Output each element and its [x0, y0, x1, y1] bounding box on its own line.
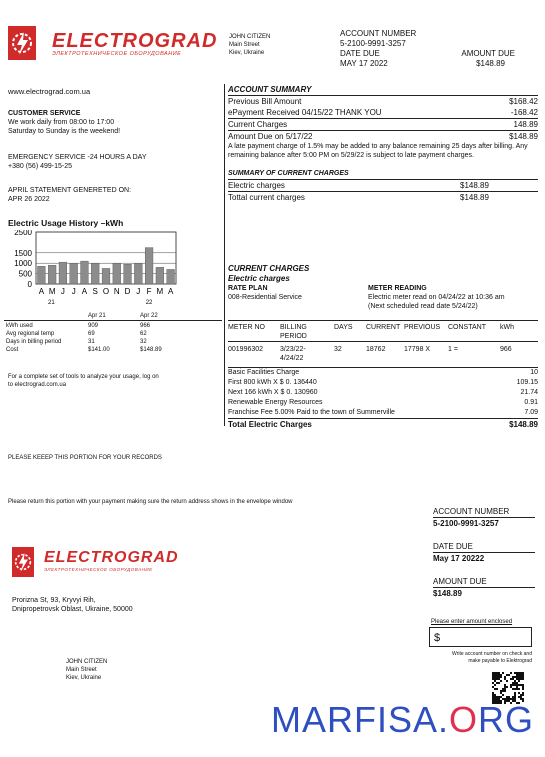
qr-module	[520, 676, 522, 678]
qr-module	[522, 694, 524, 696]
qr-module	[496, 676, 498, 678]
summary-row	[228, 131, 538, 142]
qr-module	[518, 680, 520, 682]
date-due-label: DATE DUE	[340, 49, 380, 58]
current-charges	[228, 264, 538, 311]
summary-row-label: Amount Due on 5/17/22	[228, 132, 313, 141]
comparison-cell: 909	[88, 323, 99, 329]
meter-cell: 18762	[366, 346, 386, 353]
chart-x-tick: F	[146, 287, 152, 296]
table-row	[6, 322, 206, 330]
enter-amount-label: Please enter amount enclosed	[431, 619, 513, 625]
sc-row	[228, 179, 538, 192]
comparison-cell: $141.00	[88, 347, 110, 353]
qr-module	[518, 672, 520, 674]
meter-reading-line1: Electric meter read on 04/24/22 at 10:36 am	[368, 294, 505, 301]
qr-module	[496, 682, 498, 684]
qr-module	[520, 678, 522, 680]
chart-x-tick: A	[81, 287, 88, 296]
tools-note	[8, 373, 159, 389]
customer-service-weekend: Saturday to Sunday is the weekend!	[8, 128, 121, 135]
qr-module	[492, 692, 494, 694]
stub-customer-address	[66, 658, 107, 682]
write-note	[396, 651, 532, 665]
charge-line	[228, 388, 538, 398]
charge-line-label: First 800 kWh X $ 0. 136440	[228, 379, 317, 386]
qr-module	[494, 672, 496, 674]
qr-module	[492, 694, 494, 696]
comparison-cell: Days in billing period	[6, 339, 62, 345]
summary-row	[228, 95, 538, 107]
meter-cell: 3/23/22- 4/24/22	[280, 346, 306, 362]
qr-module	[504, 676, 506, 678]
tools-note-line2: to electrograd.com.ua	[8, 382, 67, 388]
total-electric-charges-value: $148.89	[509, 420, 538, 429]
qr-module	[520, 696, 522, 698]
chart-bar	[113, 263, 121, 284]
brand-tagline: ЭЛЕКТРОТЕХНИЧЕСКОЕ ОБОРУДОВАНИЕ	[52, 51, 182, 57]
write-note-line2: make payable to Elektrograd	[468, 658, 532, 664]
qr-module	[508, 674, 510, 676]
customer-service-title: CUSTOMER SERVICE	[8, 110, 81, 117]
account-number-label: ACCOUNT NUMBER	[340, 29, 417, 38]
brand-name: ELECTROGRAD	[52, 30, 218, 52]
stub-customer-street: Main Street	[66, 667, 97, 673]
qr-module	[492, 676, 494, 678]
sc-row-label: Tottal current charges	[228, 193, 305, 202]
chart-x-tick: A	[167, 287, 174, 296]
qr-module	[502, 688, 504, 690]
stub-amount-due: $148.89	[433, 589, 462, 598]
date-due: MAY 17 2022	[340, 59, 388, 68]
qr-module	[510, 686, 512, 688]
qr-module	[516, 684, 518, 686]
stub-account-number-label: ACCOUNT NUMBER	[433, 506, 535, 518]
chart-bar	[124, 264, 132, 284]
chart-x-tick: S	[92, 287, 98, 296]
watermark-text-c: RG	[478, 699, 535, 740]
chart-x-tick: J	[71, 287, 76, 296]
qr-module	[518, 684, 520, 686]
charge-line	[228, 398, 538, 408]
qr-module	[494, 694, 496, 696]
qr-module	[506, 696, 508, 698]
qr-module	[504, 688, 506, 690]
qr-module	[492, 674, 494, 676]
electric-charges-subtitle: Electric charges	[228, 274, 290, 283]
qr-module	[494, 674, 496, 676]
qr-module	[512, 696, 514, 698]
qr-module	[494, 688, 496, 690]
qr-module	[496, 678, 498, 680]
chart-x-tick: O	[102, 287, 110, 296]
account-number: 5-2100-9991-3257	[340, 39, 406, 48]
customer-street: Main Street	[229, 42, 260, 48]
chart-x-tick: M	[48, 287, 56, 296]
qr-module	[498, 672, 500, 674]
summary-row	[228, 107, 538, 118]
chart-x-tick: J	[60, 287, 65, 296]
qr-module	[502, 694, 504, 696]
qr-module	[500, 680, 502, 682]
chart-x-tick: N	[113, 287, 120, 296]
meter-header-cell: BILLING PERIOD	[280, 324, 307, 340]
current-charges-title: CURRENT CHARGES	[228, 264, 310, 273]
charge-line-label: Basic Facilities Charge	[228, 369, 300, 376]
amount-enclosed-input[interactable]	[429, 627, 532, 647]
account-summary-title: ACCOUNT SUMMARY	[228, 85, 312, 94]
watermark	[271, 699, 534, 741]
chart-y-tick: 0	[27, 280, 32, 289]
meter-table-header	[228, 321, 538, 342]
chart-bar	[38, 266, 46, 284]
meter-reading-line2: (Next scheduled read date 5/24/22)	[368, 303, 478, 310]
qr-module	[504, 678, 506, 680]
stub-address-line2: Dnipropetrovsk Oblast, Ukraine, 50000	[12, 606, 133, 613]
comparison-header-apr21: Apr 21	[88, 313, 106, 319]
stub-customer-name: JOHN CITIZEN	[66, 659, 108, 665]
stub-customer-city: Kiev, Ukraine	[66, 675, 102, 681]
qr-module	[492, 696, 494, 698]
chart-bar	[70, 263, 78, 284]
sc-row-value: $148.89	[460, 181, 489, 190]
qr-module	[514, 688, 516, 690]
table-row	[6, 338, 206, 346]
charge-line-value: 7.09	[524, 409, 538, 416]
charge-line	[228, 378, 538, 388]
comparison-cell: 69	[88, 331, 95, 337]
qr-module	[518, 674, 520, 676]
stub-amount-due-label: AMOUNT DUE	[433, 576, 535, 588]
comparison-cell: Avg regional temp	[6, 331, 55, 337]
qr-module	[518, 678, 520, 680]
customer-service-hours: We work daily from 08:00 to 17:00	[8, 119, 115, 126]
stub-account-box	[433, 506, 535, 599]
qr-module	[494, 680, 496, 682]
emergency-block	[8, 153, 147, 171]
header-customer-address	[229, 33, 270, 57]
comparison-cell: kWh used	[6, 323, 33, 329]
qr-module	[500, 690, 502, 692]
qr-module	[492, 686, 494, 688]
qr-module	[514, 680, 516, 682]
chart-year-label: 21	[48, 300, 55, 306]
watermark-text-b: O	[449, 699, 479, 740]
qr-module	[518, 676, 520, 678]
summary-current-charges-title: SUMMARY OF CURRENT CHARGES	[228, 170, 349, 177]
qr-module	[492, 678, 494, 680]
qr-module	[522, 674, 524, 676]
dollar-sign: $	[434, 632, 441, 644]
customer-service-block	[8, 109, 120, 136]
qr-module	[504, 690, 506, 692]
chart-bar	[81, 261, 89, 284]
qr-module	[506, 686, 508, 688]
qr-module	[522, 678, 524, 680]
usage-title: Electric Usage History –kWh	[8, 218, 124, 228]
emergency-phone: +380 (56) 499-15-25	[8, 163, 73, 170]
qr-module	[520, 672, 522, 674]
qr-module	[500, 696, 502, 698]
charge-line-label: Franchise Fee 5.00% Paid to the town of Summerville	[228, 409, 395, 416]
qr-module	[510, 672, 512, 674]
charge-line-value: 0.91	[524, 399, 538, 406]
qr-module	[498, 678, 500, 680]
sc-row-label: Electric charges	[228, 181, 285, 190]
chart-year-label: 22	[145, 300, 153, 306]
statement-block	[8, 186, 131, 204]
qr-module	[520, 684, 522, 686]
qr-module	[512, 676, 514, 678]
rate-plan-value: 008-Residential Service	[228, 294, 302, 301]
qr-module	[514, 692, 516, 694]
qr-module	[516, 688, 518, 690]
amount-due: $148.89	[476, 59, 505, 68]
account-summary	[228, 84, 538, 203]
sc-row	[228, 192, 538, 203]
qr-module	[520, 694, 522, 696]
statement-label: APRIL STATEMENT GENERETED ON:	[8, 187, 132, 194]
stub-brand-logo-icon	[12, 547, 34, 577]
total-electric-charges-row	[228, 418, 538, 431]
summary-row-label: Current Charges	[228, 120, 288, 129]
chart-bar	[91, 263, 99, 284]
chart-y-tick: 1000	[14, 259, 32, 269]
qr-module	[522, 676, 524, 678]
qr-module	[516, 676, 518, 678]
qr-module	[500, 692, 502, 694]
stub-date-due: May 17 20222	[433, 554, 485, 563]
qr-module	[514, 672, 516, 674]
chart-x-tick: D	[124, 287, 131, 296]
chart-bar	[102, 268, 110, 284]
qr-module	[502, 690, 504, 692]
brand-logo-icon	[8, 26, 36, 60]
chart-bar	[134, 263, 142, 284]
qr-module	[510, 684, 512, 686]
summary-row-value: 148.89	[513, 120, 538, 129]
sc-row-value: $148.89	[460, 193, 489, 202]
customer-name: JOHN CITIZEN	[229, 34, 271, 40]
comparison-cell: 966	[140, 323, 151, 329]
qr-module	[506, 680, 508, 682]
qr-module	[496, 674, 498, 676]
meter-header-cell: CURRENT	[366, 324, 401, 331]
qr-module	[496, 672, 498, 674]
meter-cell: 32	[334, 346, 342, 353]
comparison-cell: $148.89	[140, 347, 162, 353]
qr-module	[496, 688, 498, 690]
qr-module	[500, 674, 502, 676]
meter-header-cell: PREVIOUS	[404, 324, 441, 331]
amount-due-label: AMOUNT DUE	[461, 49, 515, 58]
qr-module	[522, 688, 524, 690]
comparison-header-row	[6, 312, 206, 320]
qr-module	[512, 678, 514, 680]
qr-module	[522, 686, 524, 688]
qr-module	[522, 684, 524, 686]
qr-module	[518, 688, 520, 690]
total-electric-charges-label: Total Electric Charges	[228, 420, 312, 429]
qr-module	[500, 676, 502, 678]
qr-module	[514, 684, 516, 686]
qr-module	[514, 682, 516, 684]
table-row	[6, 330, 206, 338]
comparison-cell: Cost	[6, 347, 19, 353]
qr-module	[492, 682, 494, 684]
qr-module	[494, 696, 496, 698]
charge-line-label: Renewable Energy Resources	[228, 399, 323, 406]
qr-module	[512, 688, 514, 690]
summary-row	[228, 118, 538, 131]
qr-module	[520, 674, 522, 676]
charge-line-label: Next 166 kWh X $ 0. 130960	[228, 389, 318, 396]
comparison-table	[6, 312, 206, 354]
customer-city: Kiev, Ukraine	[229, 50, 265, 56]
meter-cell: 001996302	[228, 346, 264, 353]
emergency-title: EMERGENCY SERVICE -24 HOURS A DAY	[8, 154, 147, 161]
qr-module	[514, 696, 516, 698]
website-link[interactable]: www.electrograd.com.ua	[8, 87, 91, 96]
meter-cell: 966	[500, 346, 512, 353]
meter-cell: 1 =	[448, 346, 458, 353]
chart-bar	[145, 248, 153, 284]
qr-module	[516, 686, 518, 688]
qr-module	[510, 678, 512, 680]
table-row	[6, 346, 206, 354]
table-row	[228, 342, 538, 364]
qr-module	[498, 682, 500, 684]
qr-module	[494, 678, 496, 680]
meter-reading-label: METER READING	[368, 285, 427, 292]
meter-header-cell: DAYS	[334, 324, 353, 331]
comparison-header-blank	[6, 312, 88, 320]
qr-module	[516, 682, 518, 684]
comparison-header-apr22: Apr 22	[140, 313, 158, 319]
qr-module	[498, 674, 500, 676]
charge-line-value: 10	[530, 369, 538, 376]
stub-address-line1: Prorizna St, 93, Kryvyi Rih,	[12, 597, 96, 604]
stub-brand-tagline: ЭЛЕКТРОТЕХНИЧЕСКОЕ ОБОРУДОВАНИЕ	[44, 567, 153, 572]
qr-module	[498, 696, 500, 698]
qr-module	[506, 674, 508, 676]
comparison-cell: 32	[140, 339, 147, 345]
charge-line-value: 21.74	[520, 389, 538, 396]
stub-brand-name: ELECTROGRAD	[44, 549, 179, 566]
tools-note-line1: For a complete set of tools to analyze your usage, log on	[8, 374, 159, 380]
qr-module	[512, 684, 514, 686]
qr-module	[514, 676, 516, 678]
stub-account-number: 5-2100-9991-3257	[433, 519, 499, 528]
qr-module	[516, 674, 518, 676]
summary-row-value: $168.42	[509, 97, 538, 106]
chart-y-tick: 1500	[14, 248, 32, 258]
meter-header-cell: CONSTANT	[448, 324, 486, 331]
stub-date-due-label: DATE DUE	[433, 541, 535, 553]
return-note: Please return this portion with your payment making sure the return address shows in the envelope window	[8, 499, 293, 505]
qr-module	[504, 686, 506, 688]
summary-row-value: $148.89	[509, 132, 538, 141]
qr-module	[522, 692, 524, 694]
qr-module	[508, 696, 510, 698]
qr-module	[494, 676, 496, 678]
meter-table	[228, 320, 538, 363]
chart-x-tick: J	[136, 287, 141, 296]
chart-x-tick: A	[38, 287, 45, 296]
qr-module	[514, 694, 516, 696]
chart-y-tick: 500	[18, 269, 32, 279]
meter-header-cell: kWh	[500, 324, 514, 331]
statement-date: APR 26 2022	[8, 196, 50, 203]
qr-module	[516, 678, 518, 680]
qr-module	[512, 682, 514, 684]
qr-module	[504, 684, 506, 686]
usage-chart	[4, 230, 184, 314]
qr-module	[494, 684, 496, 686]
qr-module	[516, 672, 518, 674]
qr-module	[502, 672, 504, 674]
qr-module	[518, 696, 520, 698]
comparison-cell: 62	[140, 331, 147, 337]
chart-bar	[59, 262, 67, 284]
stub-company-address	[12, 596, 133, 614]
chart-bar	[167, 269, 175, 284]
chart-bar	[48, 265, 56, 284]
write-note-line1: Write account number on check and	[452, 651, 532, 657]
charge-line	[228, 408, 538, 418]
charge-line-value: 109.15	[516, 379, 538, 386]
comparison-cell: 31	[88, 339, 95, 345]
qr-module	[522, 672, 524, 674]
summary-row-label: Previous Bill Amount	[228, 97, 302, 106]
keep-portion-note: PLEASE KEEEP THIS PORTION FOR YOUR RECORDS	[8, 455, 162, 461]
meter-header-cell: METER NO	[228, 324, 265, 331]
header-account-info	[340, 29, 540, 69]
watermark-text-a: MARFISA.	[271, 699, 450, 740]
summary-row-label: ePayment Received 04/15/22 THANK YOU	[228, 108, 382, 117]
qr-module	[496, 696, 498, 698]
chart-x-tick: M	[156, 287, 164, 296]
rate-plan-label: RATE PLAN	[228, 285, 268, 292]
meter-cell: 17798 X	[404, 346, 431, 353]
vertical-divider	[224, 84, 225, 426]
qr-module	[492, 672, 494, 674]
charge-line	[228, 368, 538, 378]
late-payment-note: A late payment charge of 1.5% may be added to any balance remaining 25 days after billing. Any remaining balance after 5:00 PM on 5/29/22 is subject to late payment charges.	[228, 143, 528, 159]
qr-module	[498, 676, 500, 678]
chart-bar	[156, 267, 164, 284]
chart-y-tick: 2500	[14, 230, 32, 237]
summary-row-value: -168.42	[510, 108, 538, 117]
charge-lines	[228, 367, 538, 431]
qr-module	[518, 692, 520, 694]
